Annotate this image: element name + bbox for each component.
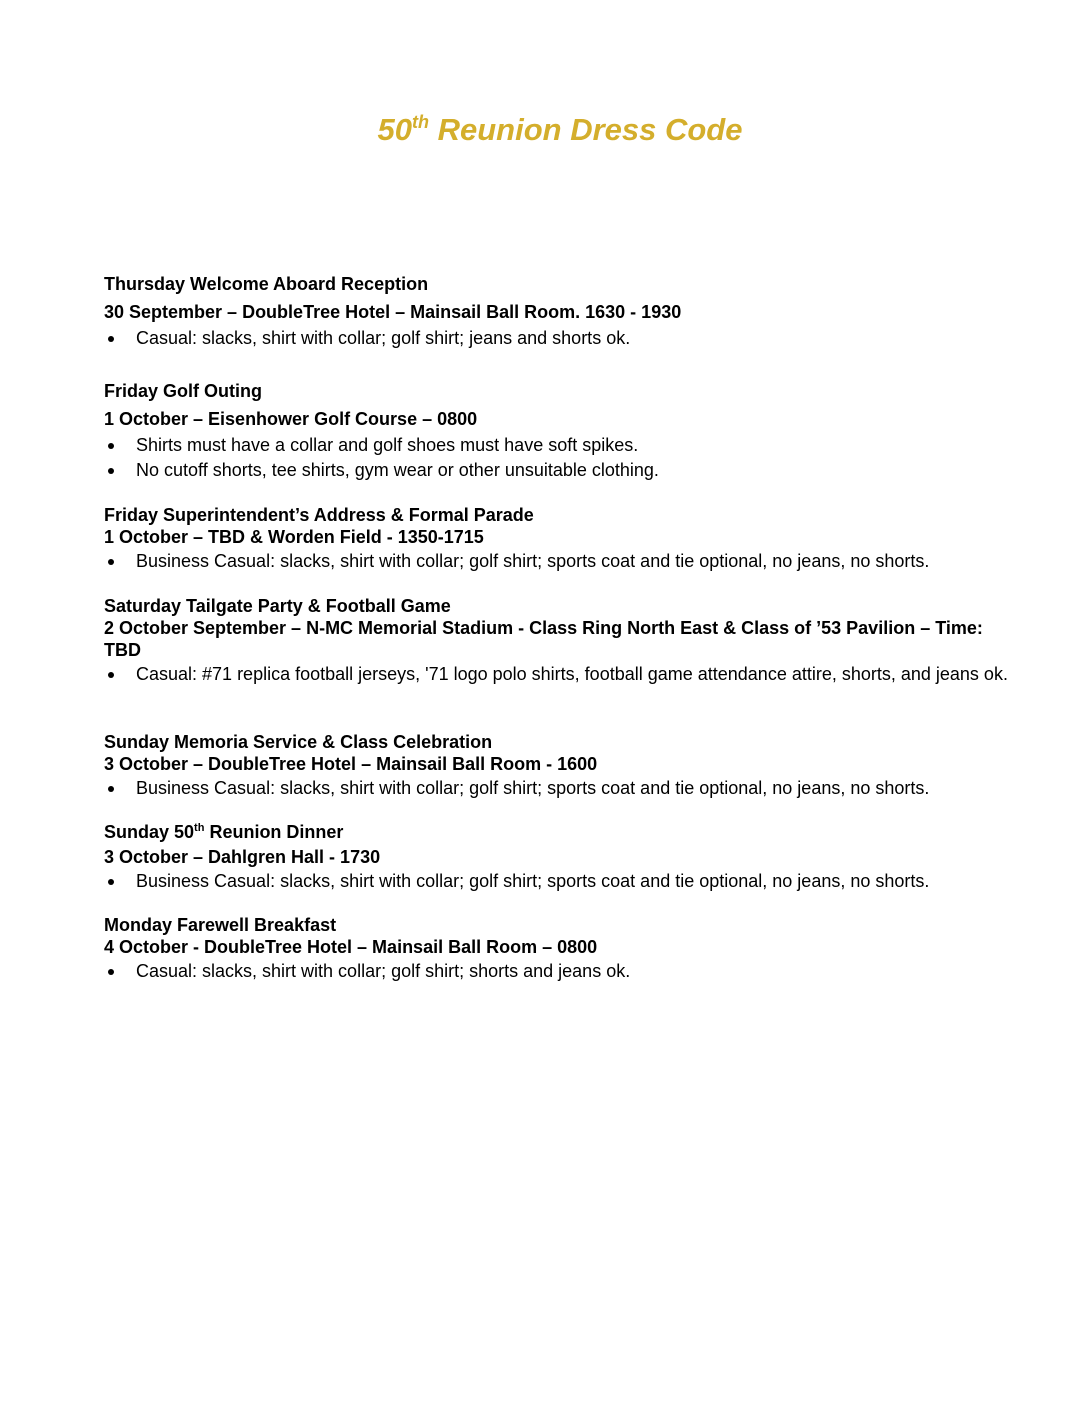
event-sunday-memorial xyxy=(104,731,1024,800)
list-item-text: No cutoff shorts, tee shirts, gym wear or other unsuitable clothing. xyxy=(136,460,659,480)
event-detail: 2 October September – N-MC Memorial Stadium - Class Ring North East & Class of ’53 Pavilion – Time: TBD xyxy=(104,618,983,660)
event-title-text: Reunion Dinner xyxy=(204,822,344,842)
bullet-icon xyxy=(108,786,114,792)
event-friday-parade xyxy=(104,504,1024,573)
event-detail: 3 October – Dahlgren Hall - 1730 xyxy=(104,847,381,867)
bullet-icon xyxy=(108,468,114,474)
list-item xyxy=(104,663,1024,686)
event-title: Monday Farewell Breakfast xyxy=(104,915,337,935)
dress-code-list xyxy=(104,777,1024,800)
list-item xyxy=(104,777,1024,800)
event-title: Saturday Tailgate Party & Football Game xyxy=(104,596,451,616)
list-item xyxy=(104,327,1024,350)
dress-code-list xyxy=(104,663,1024,686)
list-item-text: Business Casual: slacks, shirt with collar; golf shirt; sports coat and tie optional, no jeans, no shorts. xyxy=(136,871,930,891)
event-saturday-tailgate xyxy=(104,595,1024,686)
event-title: Sunday Memoria Service & Class Celebration xyxy=(104,732,493,752)
list-item xyxy=(104,870,1024,893)
dress-code-list xyxy=(104,550,1024,573)
list-item-text: Casual: slacks, shirt with collar; golf shirt; jeans and shorts ok. xyxy=(136,328,631,348)
event-title xyxy=(104,821,1024,846)
title-text: Reunion Dress Code xyxy=(428,112,743,147)
page-title xyxy=(0,110,1088,154)
event-detail: 1 October – TBD & Worden Field - 1350-1715 xyxy=(104,527,484,547)
list-item-text: Shirts must have a collar and golf shoes must have soft spikes. xyxy=(136,435,639,455)
event-title-text: Sunday 50 xyxy=(104,822,195,842)
dress-code-list xyxy=(104,870,1024,893)
list-item-text: Casual: #71 replica football jerseys, '71 logo polo shirts, football game attendance attire, shorts, and jeans ok. xyxy=(136,664,1008,684)
list-item-text: Casual: slacks, shirt with collar; golf shirt; shorts and jeans ok. xyxy=(136,961,631,981)
event-title-ordinal-suffix: th xyxy=(194,822,205,834)
event-title: Friday Golf Outing xyxy=(104,381,262,401)
event-detail: 30 September – DoubleTree Hotel – Mainsail Ball Room. 1630 - 1930 xyxy=(104,302,682,322)
event-detail: 1 October – Eisenhower Golf Course – 0800 xyxy=(104,409,478,429)
bullet-icon xyxy=(108,336,114,342)
event-title: Thursday Welcome Aboard Reception xyxy=(104,274,429,294)
event-title: Friday Superintendent’s Address & Formal Parade xyxy=(104,505,534,525)
dress-code-list xyxy=(104,327,1024,350)
bullet-icon xyxy=(108,879,114,885)
event-friday-golf xyxy=(104,380,1024,482)
event-monday-breakfast xyxy=(104,914,1024,983)
list-item xyxy=(104,550,1024,573)
list-item xyxy=(104,960,1024,983)
title-number: 50 xyxy=(377,112,412,147)
event-detail: 4 October - DoubleTree Hotel – Mainsail Ball Room – 0800 xyxy=(104,937,598,957)
dress-code-list xyxy=(104,434,1024,482)
bullet-icon xyxy=(108,443,114,449)
list-item xyxy=(104,434,1024,457)
bullet-icon xyxy=(108,559,114,565)
bullet-icon xyxy=(108,969,114,975)
bullet-icon xyxy=(108,672,114,678)
list-item-text: Business Casual: slacks, shirt with collar; golf shirt; sports coat and tie optional, no jeans, no shorts. xyxy=(136,778,930,798)
event-thursday-reception xyxy=(104,273,1024,350)
event-sunday-dinner xyxy=(104,821,1024,893)
title-ordinal-suffix: th xyxy=(411,112,429,132)
event-detail: 3 October – DoubleTree Hotel – Mainsail Ball Room - 1600 xyxy=(104,754,598,774)
dress-code-list xyxy=(104,960,1024,983)
list-item xyxy=(104,459,1024,482)
list-item-text: Business Casual: slacks, shirt with collar; golf shirt; sports coat and tie optional, no jeans, no shorts. xyxy=(136,551,930,571)
